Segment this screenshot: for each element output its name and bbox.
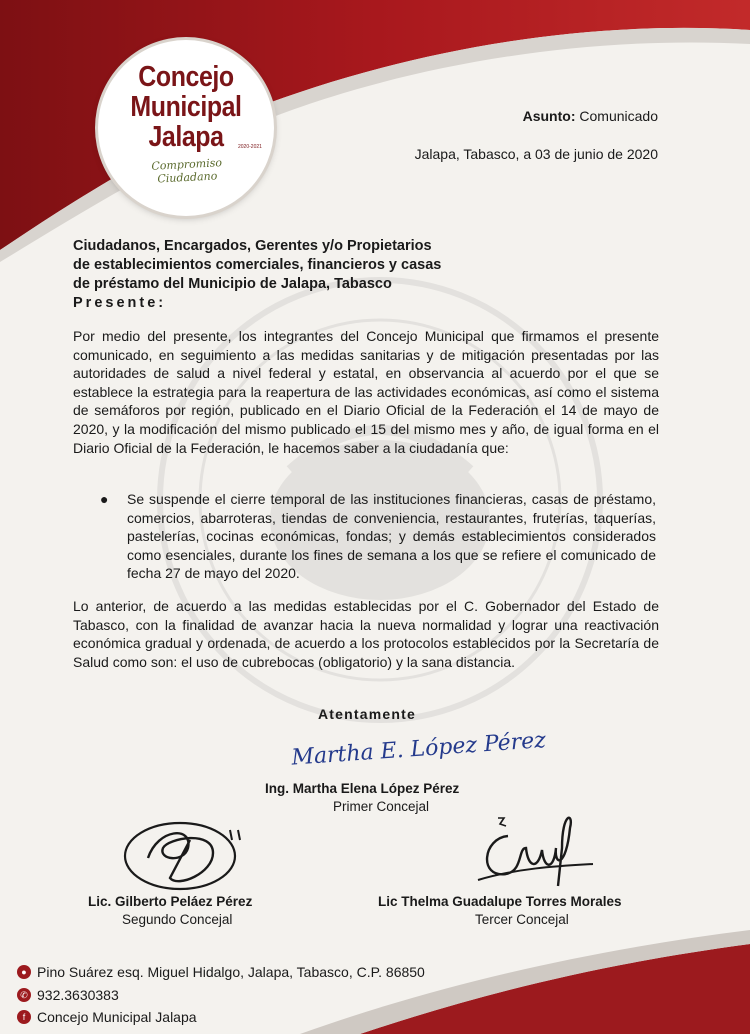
- location-icon: ●: [17, 965, 31, 979]
- footer-address-text: Pino Suárez esq. Miguel Hidalgo, Jalapa, Tabasco, C.P. 86850: [37, 964, 425, 980]
- subject-line: [523, 108, 658, 124]
- phone-icon: ✆: [17, 988, 31, 1002]
- footer-facebook-text: Concejo Municipal Jalapa: [37, 1009, 197, 1025]
- logo-line-2: Municipal: [130, 91, 242, 123]
- subject-label: Asunto:: [522, 108, 576, 124]
- bullet-dot: ●: [100, 491, 109, 507]
- handwritten-signature-2: [118, 818, 268, 898]
- signer-1-name: Ing. Martha Elena López Pérez: [265, 781, 460, 796]
- addressee-presente: Presente:: [73, 295, 167, 311]
- addressee-block: [73, 237, 633, 313]
- signer-3-name: Lic Thelma Guadalupe Torres Morales: [378, 894, 622, 909]
- footer-address: [17, 964, 425, 980]
- handwritten-signature-1: Martha E. López Pérez: [290, 727, 547, 771]
- addressee-line-3: de préstamo del Municipio de Jalapa, Tabasco: [73, 276, 392, 292]
- signer-2-name: Lic. Gilberto Peláez Pérez: [88, 894, 253, 909]
- addressee-line-2: de establecimientos comerciales, financieros y casas: [73, 257, 442, 273]
- handwritten-signature-3: [458, 808, 598, 898]
- concejo-logo: [98, 40, 274, 216]
- logo-tagline: Compromiso Ciudadano: [151, 156, 223, 186]
- logo-line-3: Jalapa: [148, 121, 224, 153]
- addressee-line-1: Ciudadanos, Encargados, Gerentes y/o Propietarios: [73, 238, 432, 254]
- bullet-text: Se suspende el cierre temporal de las instituciones financieras, casas de préstamo, comercios, abarroteras, tiendas de conveniencia, restaurantes, fruterías, taquerías, pastelerías, cocinas económicas, fondas; y demás establecimientos considerados como esenciales, durante los fines de semana a los que se refiere el comunicado de fecha 27 de mayo del 2020.: [127, 491, 656, 582]
- footer-phone-text: 932.3630383: [37, 987, 119, 1003]
- place-date: Jalapa, Tabasco, a 03 de junio de 2020: [414, 146, 658, 162]
- signer-2-title: Segundo Concejal: [122, 912, 233, 927]
- signer-3-title: Tercer Concejal: [475, 912, 569, 927]
- footer-phone: [17, 987, 119, 1003]
- bullet-item: [100, 490, 656, 583]
- signer-1-title: Primer Concejal: [333, 799, 430, 814]
- subject-value: Comunicado: [579, 108, 658, 124]
- body-paragraph-1: Por medio del presente, los integrantes del Concejo Municipal que firmamos el presente comunicado, en seguimiento a las medidas sanitarias y de mitigación presentadas por las autoridades de salud a nivel federal y estatal, en observancia al acuerdo por el que se establece la estrategia para la reapertura de las actividades económicas, así como el sistema de semáforos por región, publicado en el Diario Oficial de la Federación el 14 de mayo de 2020, y la modificación del mismo publicado el 15 del mismo mes y año, de igual forma en el Diario Oficial de la Federación, le hacemos saber a la ciudadanía que:: [73, 328, 659, 456]
- footer-facebook: [17, 1009, 197, 1025]
- logo-small-mark: 2020-2021: [238, 144, 262, 150]
- logo-line-1: Concejo: [138, 61, 234, 93]
- facebook-icon: f: [17, 1010, 31, 1024]
- closing: Atentamente: [318, 706, 416, 722]
- body-paragraph-2: Lo anterior, de acuerdo a las medidas establecidas por el C. Gobernador del Estado de Tabasco, con la finalidad de avanzar hacia la nueva normalidad y lograr una reactivación económica gradual y ordenada, de acuerdo a los protocolos establecidos por la Secretaría de Salud como son: el uso de cubrebocas (obligatorio) y la sana distancia.: [73, 598, 659, 670]
